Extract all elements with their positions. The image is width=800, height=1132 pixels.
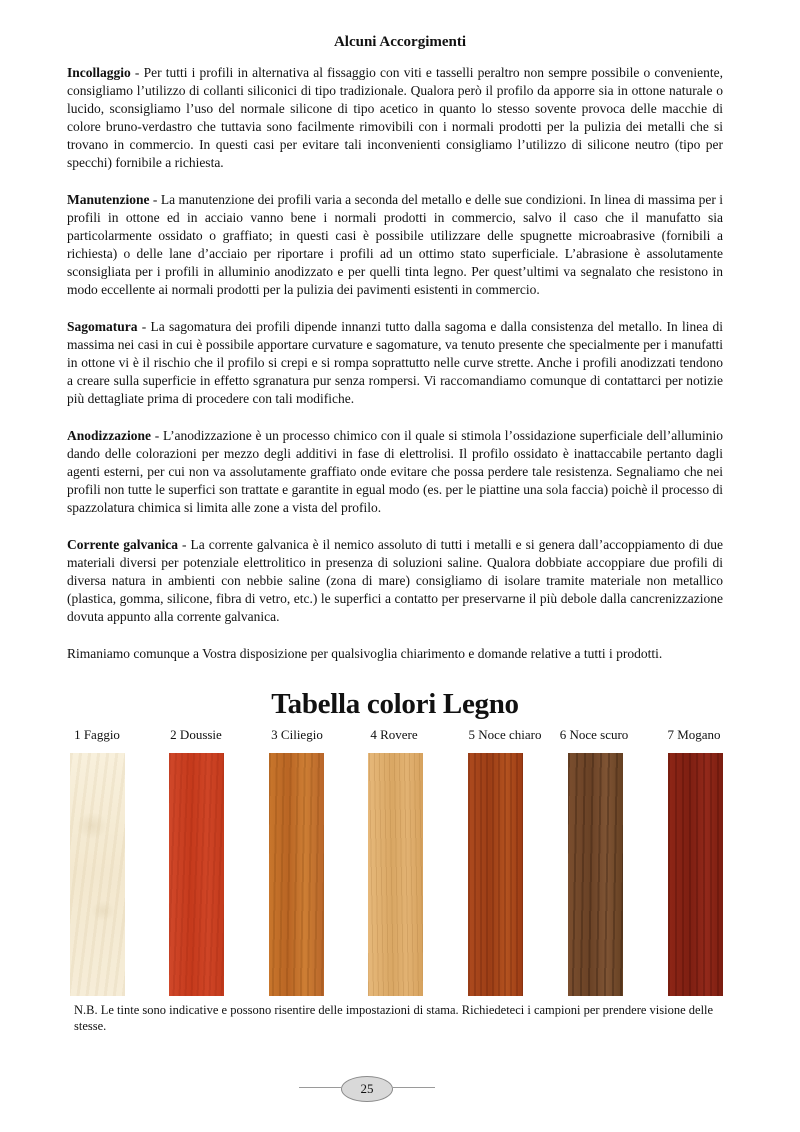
section-text: - La manutenzione dei profili varia a seconda del metallo e delle sue condizioni. In linea di massima per i profili in ottone ed in acciaio vanno bene i normali prodotti in commercio, salvo il caso che il manufatto sia particolarmente ossidato o graffiato; in questi casi è possibile utilizzare delle spugnette microabrasive (fornibili a richiesta) o delle lane d’acciaio per riportare i profili ad un ottimo stato superficiale. L’abrasione è assolutamente sconsigliata per i profili in alluminio anodizzato e per quelli tinta legno. Per quest’ultimi va segnalato che resistono in modo eccellente ai normali prodotti per la pulizia dei pavimenti esistenti in commercio. [67,192,723,297]
swatch-label-noce-scuro: 6 Noce scuro [559,727,629,742]
footer-rule-right [393,1087,435,1088]
page-number: 25 [341,1076,393,1102]
swatch-label-faggio: 1 Faggio [74,727,120,742]
section-term: Sagomatura [67,319,138,334]
section-anodizzazione [67,427,723,517]
section-corrente-galvanica [67,536,723,626]
color-table-title: Tabella colori Legno [271,688,519,720]
wood-swatch-doussie [169,753,224,996]
wood-swatch-noce-chiaro [468,753,523,996]
swatch-label-mogano: 7 Mogano [667,727,721,742]
section-text: - Per tutti i profili in alternativa al fissaggio con viti e tasselli peraltro non sempre possibile o conveniente, consigliamo l’utilizzo di collanti siliconici di tipo tradizionale. Qualora però il profilo da apporre sia in ottone naturale o lucido, sconsigliamo l’uso del normale silicone di tipo acetico in quanto lo stesso sovente provoca delle macchie di colore bruno-verdastro che tuttavia sono facilmente rimovibili con i normali prodotti per la pulizia dei metalli che si trovano in commercio. In questi casi per evitare tali inconvenienti consigliamo l’utilizzo di silicone neutro (tipo per specchi) fornibile a richiesta. [67,65,723,170]
section-text: - La corrente galvanica è il nemico assoluto di tutti i metalli e si genera dall’accoppiamento di due materiali diversi per potenziale elettrolitico in presenza di soluzioni saline. Qualora dobbiate accoppiare due profili di diversa natura in ambienti con nebbie saline (zona di mare) consigliamo di isolare tramite materiale non metallico (plastica, gomma, silicone, fibra di vetro, etc.) le superfici a contatto per preservarne il più debole dalla cancrenizzazione dovuta appunto alla corrente galvanica. [67,537,723,624]
section-term: Corrente galvanica [67,537,178,552]
swatch-label-ciliegio: 3 Ciliegio [271,727,323,742]
section-text: - L’anodizzazione è un processo chimico con il quale si stimola l’ossidazione superficiale dell’alluminio dando delle colorazioni per mezzo degli additivi in fase di elettrolisi. Il profilo ossidato è inattaccabile pertanto dagli agenti esterni, per cui non va assolutamente graffiato onde evitare che possa perdere tale resistenza. Segnaliamo che nei profili non tutte le superfici son trattate e garantite in egual modo (es. per le piattine una sola faccia) poichè il processo di spazzolatura chimica si limita alle zone a vista del profilo. [67,428,723,515]
section-term: Anodizzazione [67,428,151,443]
wood-swatch-faggio [70,753,125,996]
section-sagomatura [67,318,723,408]
wood-swatch-noce-scuro [568,753,623,996]
section-term: Incollaggio [67,65,131,80]
swatch-label-rovere: 4 Rovere [370,727,418,742]
section-incollaggio [67,64,723,172]
wood-swatch-rovere [368,753,423,996]
color-note: N.B. Le tinte sono indicative e possono risentire delle impostazioni di stama. Richiedeteci i campioni per prendere visione delle stesse. [74,1003,714,1033]
section-term: Manutenzione [67,192,150,207]
wood-swatch-ciliegio [269,753,324,996]
swatch-label-noce-chiaro: 5 Noce chiaro [468,727,542,742]
swatch-label-doussie: 2 Doussie [170,727,222,742]
footer-rule-left [299,1087,341,1088]
wood-swatch-mogano [668,753,723,996]
section-manutenzione [67,191,723,299]
section-text: - La sagomatura dei profili dipende innanzi tutto dalla sagoma e dalla consistenza del metallo. In linea di massima nei casi in cui è possibile apportare curvature e sagomature, va tenuto presente che specialmente per i manufatti in ottone vi è il rischio che il profilo si crepi e si rompa soprattutto nelle curve strette. Anche i profili anodizzati tendono a creare sulla superficie in effetto sgranatura pur senza rompersi. Vi raccomandiamo comunque di contattarci per notizie più dettagliate prima di procedere con tali modifiche. [67,319,723,406]
page-title: Alcuni Accorgimenti [333,34,467,50]
closing-paragraph: Rimaniamo comunque a Vostra disposizione per qualsivoglia chiarimento e domande relative a tutti i prodotti. [67,646,663,661]
advice-text [67,64,723,682]
